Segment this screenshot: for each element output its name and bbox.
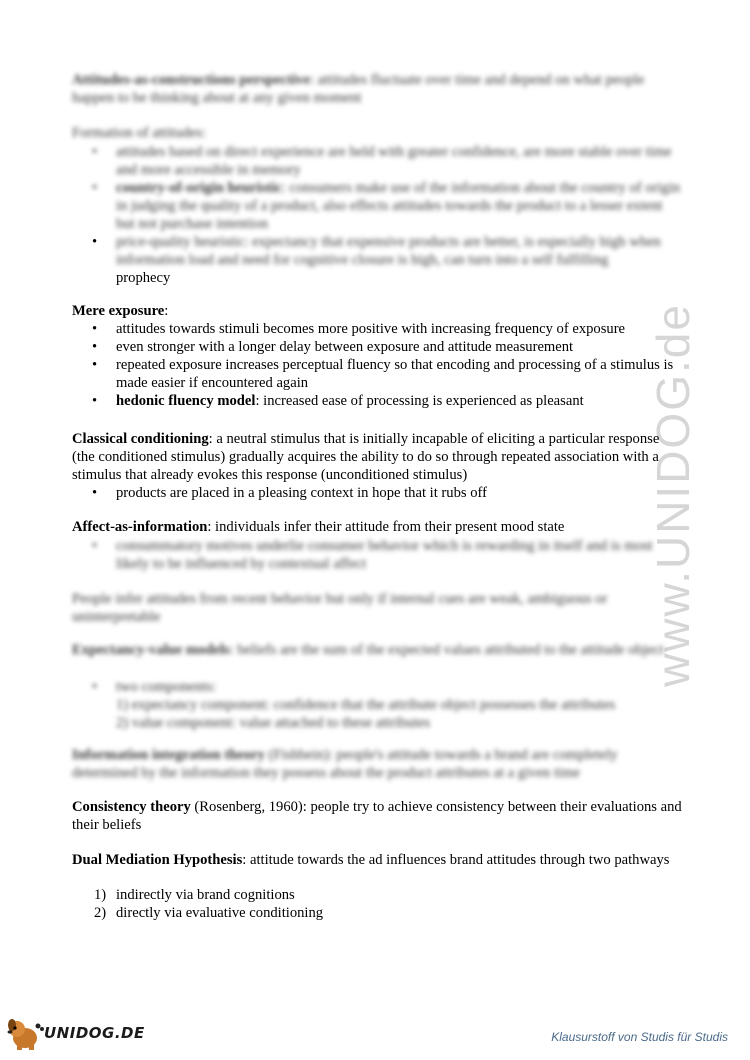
list-item: • repeated exposure increases perceptual fluency so that encoding and processing of a stimulus is made easier if encountered again xyxy=(72,356,682,392)
item-text: indirectly via brand cognitions xyxy=(116,887,295,903)
list-item-text: : increased ease of processing is experienced as pleasant xyxy=(255,393,584,409)
integration-text: (Fishbein): people's attitude towards a brand are completely determined by the information they possess about the product attributes at a given time xyxy=(72,747,618,781)
mere-heading: Mere exposure xyxy=(72,303,165,319)
dual-paragraph xyxy=(72,851,682,869)
classical-list xyxy=(72,484,682,502)
item-text: directly via evaluative conditioning xyxy=(116,905,324,921)
constructions-text: : attitudes fluctuate over time and depend on what people happen to be thinking about at any given moment xyxy=(72,72,645,106)
list-item: • consummatory motives underlie consumer behavior which is rewarding in itself and is most likely to be influenced by contextual affect xyxy=(72,537,682,573)
formation-list xyxy=(72,143,682,287)
integration-paragraph xyxy=(72,746,682,782)
affect-paragraph xyxy=(72,518,682,536)
hedonic-heading: hedonic fluency model xyxy=(116,393,256,409)
affect-list xyxy=(72,537,682,573)
logo-text: UNIDOG.DE xyxy=(44,1024,145,1042)
list-item-text: : consumers make use of the information about the country of origin in judging the quality of a product, also effects attitudes towards the product to a lesser extent but not purchase intention xyxy=(116,180,681,232)
consistency-text: (Rosenberg, 1960): people try to achieve consistency between their evaluations and their beliefs xyxy=(72,799,682,833)
list-item: • two components: xyxy=(72,678,682,696)
dual-text: : attitude towards the ad influences brand attitudes through two pathways xyxy=(242,852,670,868)
constructions-heading: Attitudes-as-constructions perspective xyxy=(72,72,310,88)
expectancy-text: : beliefs are the sum of the expected values attributed to the attitude object xyxy=(229,642,664,658)
list-item-text-end: prophecy xyxy=(116,270,171,286)
list-item: • products are placed in a pleasing context in hope that it rubs off xyxy=(72,484,682,502)
classical-heading: Classical conditioning xyxy=(72,431,209,447)
list-item xyxy=(72,233,682,287)
list-item xyxy=(72,392,682,410)
watermark: www.UNIDOG.de xyxy=(647,303,699,687)
list-item: • attitudes based on direct experience are held with greater confidence, are more stable over time and more accessible in memory xyxy=(72,143,682,179)
people-paragraph: People infer attitudes from recent behavior but only if internal cues are weak, ambiguous or uninterpretable xyxy=(72,591,608,625)
numbered-item xyxy=(72,904,682,922)
consistency-paragraph xyxy=(72,798,682,834)
heuristic-heading: country-of-origin heuristic xyxy=(116,180,282,196)
list-item-text: • price-quality heuristic: expectancy that expensive products are better, is especially high when information load and need for cognitive closure is high, can turn into a self fulfilling xyxy=(116,234,661,268)
formation-heading: Formation of attitudes: xyxy=(72,125,206,141)
classical-text: : a neutral stimulus that is initially incapable of eliciting a particular response (the conditioned stimulus) gradually acquires the ability to do so through repeated association with a stimulus that already evokes this response (unconditioned stimulus) xyxy=(72,431,660,483)
sub-item: 1) expectancy component: confidence that the attribute object possesses the attributes xyxy=(116,697,616,713)
footer-tagline: Klausurstoff von Studis für Studis xyxy=(551,1030,728,1044)
item-number: 1) xyxy=(94,887,107,903)
integration-heading: Information integration theory xyxy=(72,747,265,763)
consistency-heading: Consistency theory xyxy=(72,799,191,815)
dual-heading: Dual Mediation Hypothesis xyxy=(72,852,243,868)
list-item: • attitudes towards stimuli becomes more positive with increasing frequency of exposure xyxy=(72,320,682,338)
expectancy-paragraph xyxy=(72,641,682,659)
expectancy-list xyxy=(72,678,682,732)
constructions-paragraph xyxy=(72,71,682,107)
list-item xyxy=(72,179,682,233)
mere-heading-line xyxy=(72,302,682,320)
dual-list xyxy=(72,886,682,922)
numbered-item xyxy=(72,886,682,904)
sub-item: 2) value component: value attached to these attributes xyxy=(116,715,431,731)
expectancy-heading: Expectancy-value models xyxy=(72,642,230,658)
list-item: • even stronger with a longer delay between exposure and attitude measurement xyxy=(72,338,682,356)
classical-paragraph xyxy=(72,430,682,484)
affect-text: : individuals infer their attitude from their present mood state xyxy=(207,519,565,535)
affect-heading: Affect-as-information xyxy=(72,519,208,535)
mere-colon: : xyxy=(164,303,169,319)
mere-list xyxy=(72,320,682,410)
item-number: 2) xyxy=(94,905,107,921)
